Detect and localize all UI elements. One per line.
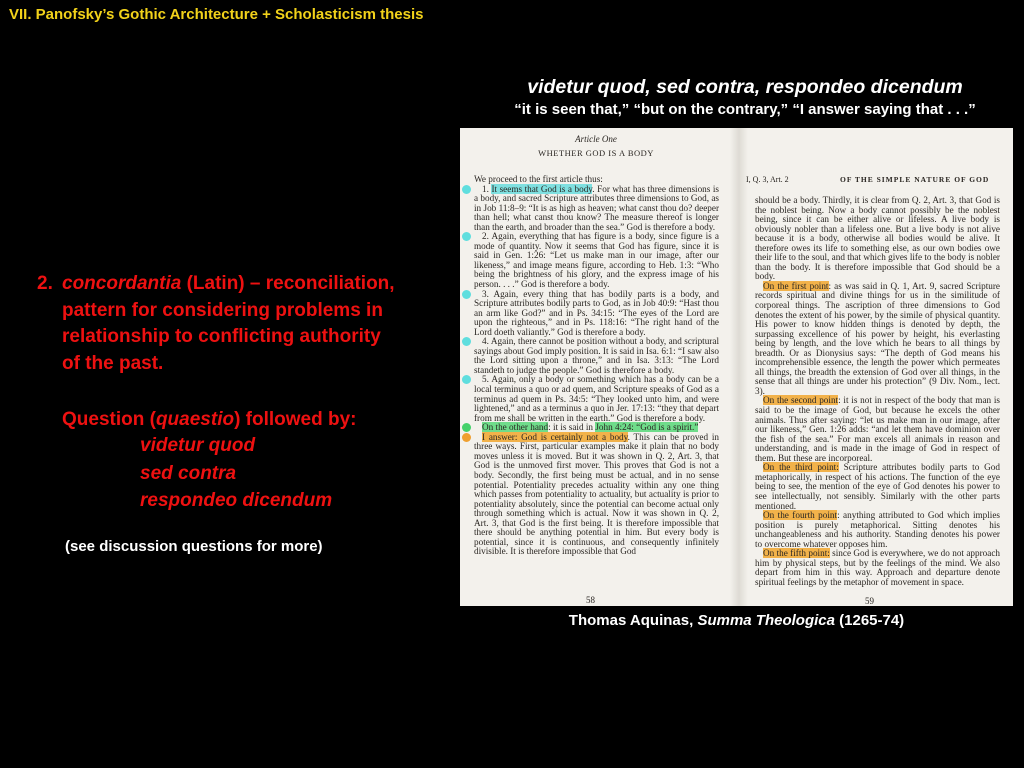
- point-line-3: relationship to conflicting authority: [62, 326, 381, 347]
- text-segment: : anything attributed to God which implies position is purely metaphorical. Sitting denotes his unchangeableness and his authority. Standing denotes his power to overcome whatever opposes him.: [755, 510, 1001, 549]
- highlighted-text: On the fifth point:: [763, 548, 830, 559]
- running-head-left: I, Q. 3, Art. 2: [746, 175, 789, 184]
- latin-formula-heading: videtur quod, sed contra, respondeo dicendum: [527, 76, 963, 98]
- highlighted-text: I answer: God is: [482, 431, 551, 442]
- question-suffix: ) followed by:: [234, 409, 357, 430]
- annotation-dot-icon: [462, 433, 471, 442]
- paragraph: [474, 375, 719, 423]
- term-quaestio: quaestio: [155, 409, 235, 430]
- english-translation-heading: “it is seen that,” “but on the contrary,” “I answer saying that . . .”: [514, 101, 976, 118]
- paragraph: [755, 549, 1000, 587]
- text-segment: 1.: [482, 183, 492, 194]
- left-page-text: [474, 175, 719, 557]
- paragraph: [755, 396, 1000, 463]
- caption-author: Thomas Aquinas,: [568, 612, 698, 629]
- point-line-2: pattern for considering problems in: [62, 300, 383, 321]
- paragraph: [474, 433, 719, 557]
- highlighted-text: On the second point: [763, 395, 839, 406]
- point-number: 2.: [37, 273, 53, 294]
- text-segment: 2. Again, everything that has figure is a body, since figure is a mode of quantity. Now it seems that God has figure, since it is said in Gen. 1:26: “Let us make man in our image, after our likeness,” and image means figure, according to Heb. 1:3: “Who being the brightness of his glory, and the express image of his person. . . .” God is therefore a body.: [474, 231, 719, 290]
- step-respondeo-dicendum: respondeo dicendum: [140, 490, 333, 511]
- text-segment: Scripture attributes bodily parts to God metaphorically, in respect of his actions. The function of the eye being to see, the mention of the eye of God denotes his power to see intellectually, not sensibly. Similarly with the other parts mentioned.: [755, 462, 1000, 511]
- annotation-dot-icon: [462, 375, 471, 384]
- highlighted-text: John 4:24: “God is a spirit.”: [595, 422, 699, 433]
- page-gutter: [730, 128, 748, 606]
- text-segment: since God is everywhere, we do not approach him by physical steps, but by the feelings of the mind. We also depart from him in this way. Approach and departure denote spiritual feelings by the metaphor of movement in space.: [755, 548, 1001, 587]
- step-sed-contra: sed contra: [140, 463, 237, 484]
- paragraph: [755, 463, 1000, 511]
- text-segment: . For what has three dimensions is a body, and sacred Scripture attributes three dimensions to God, as in Job 11:8–9: “It is as high as heaven; what canst thou do? deeper than hell; what canst thou know? The measure thereof is longer than the earth, and broader than the sea.” God is therefore a body.: [474, 183, 720, 232]
- annotation-dot-icon: [462, 423, 471, 432]
- paragraph: [755, 282, 1000, 397]
- annotation-dot-icon: [462, 337, 471, 346]
- caption-date: (1265-74): [834, 612, 905, 629]
- article-heading: WHETHER GOD IS A BODY: [538, 148, 654, 158]
- image-caption: [460, 612, 1013, 629]
- page-number-left: 58: [586, 595, 595, 605]
- paragraph: [474, 185, 719, 233]
- question-prefix: Question (: [62, 409, 156, 430]
- discussion-note: (see discussion questions for more): [65, 538, 323, 555]
- paragraph: [474, 232, 719, 289]
- highlighted-text: On the first point: [763, 280, 829, 291]
- text-segment: 4. Again, there cannot be position without a body, and scriptural sayings about God imply position. It is said in Isa. 6:1: “I saw also the Lord sitting upon a throne,” and in Isa. 3:13: “The Lord standeth to judge the people.” God is therefore a body.: [474, 336, 719, 375]
- question-line: [62, 409, 357, 431]
- article-label: Article One: [575, 134, 617, 144]
- text-segment: : it is not in respect of the body that man is said to be the image of God, but because he excels the other animals. Thus after saying: “let us make man in our image, after our likeness,” Gen. 1:26 adds: “and let them have dominion over the fish of the sea.” For man excels all animals in reason and understanding, and is made in the image of God in respect of them. But these are incorporeal.: [755, 395, 1000, 463]
- annotation-dot-icon: [462, 290, 471, 299]
- paragraph: [474, 290, 719, 338]
- text-segment: 3. Again, every thing that has bodily parts is a body, and Scripture attributes bodily parts to God, as in Job 40:9: “Hast thou an arm like God?” and in Ps. 34:15: “The eyes of the Lord are upon the righteous,” and in Ps. 118:16: “The right hand of the Lord doeth valiantly.” God is therefore a body.: [474, 288, 719, 337]
- paragraph: [474, 337, 719, 375]
- text-segment: : it is said in: [548, 422, 596, 433]
- highlighted-text: It seems that God is a body: [491, 183, 593, 194]
- text-segment: 5. Again, only a body or something which has a body can be a local terminus a quo or ad quem, and Scripture speaks of God as a terminus ad quem in Ps. 34:5: “They looked unto him, and were lightened,” and as a terminus a quo in Jer. 17:13: “they that depart from me shall be written in the earth.” God is therefore a body.: [474, 374, 719, 423]
- book-scan: [460, 128, 1013, 606]
- highlighted-text: On the other hand: [482, 422, 549, 433]
- highlighted-text: On the fourth point: [763, 510, 838, 521]
- point-line-1: [62, 273, 395, 295]
- point-line-4: of the past.: [62, 353, 164, 374]
- paragraph: [755, 511, 1000, 549]
- annotation-dot-icon: [462, 232, 471, 241]
- right-page-text: [755, 196, 1000, 587]
- text-segment: We proceed to the first article thus:: [474, 174, 603, 184]
- point-line-1-rest: (Latin) – reconciliation,: [181, 273, 395, 294]
- text-segment: should be a body. Thirdly, it is clear from Q. 2, Art. 3, that God is the noblest being. Now a body cannot possibly be the noblest being, since it can be either alive or lifeless. A live body is obviously nobler than a lifeless one. But a live body is not alive because it is a body, otherwise all bodies would be alive. It therefore owes its life to something else, as our own bodies owe their life to the soul, and that which gives life to the body is nobler than the body. It is therefore impossible that God should be a body.: [755, 195, 1000, 282]
- running-head-title: OF THE SIMPLE NATURE OF GOD: [840, 175, 990, 184]
- term-concordantia: concordantia: [62, 273, 182, 294]
- page-number-right: 59: [865, 596, 874, 606]
- caption-title: Summa Theologica: [697, 612, 835, 629]
- text-segment: . This can be proved in three ways. First, particular examples make it plain that no body moves unless it is moved. But it was shown in Q. 2, Art. 3, that God is the unmoved first mover. This proves that God is not a body. Secondly, the first being must be actual, and in no sense potential. Potentiality precedes actuality within any one thing which passes from potentiality to actuality, but actuality is prior to potentiality absolutely, since the potential can become actual only through something which is actual. Now it was shown in Q. 2, Art. 3, that God is the first being. It is therefore impossible that there should be anything potential in him. But every body is potential, since it is continuous, and consequently infinitely divisible. It is therefore impossible that God: [474, 431, 719, 557]
- highlighted-text: certainly not a body: [550, 431, 628, 442]
- text-segment: : as was said in Q. 1, Art. 9, sacred Scripture records spiritual and divine things for us in the similitude of corporeal things. The ascription of three dimensions to God denotes the extent of his power, by the simile of physical quantity. His power to know hidden things is denoted by depth, the surpassing excellence of his power by height, his everlasting being by length, and the love which he bears to all things by breadth. Or as Dionysius says: “The depth of God means his incomprehensible essence, the length the power which permeates all things, the breadth the extension of God over all things, in the sense that all things are under his protection” (9 Div. Nom., lect. 3).: [755, 280, 1000, 396]
- highlighted-text: On the third point:: [763, 462, 839, 473]
- annotation-dot-icon: [462, 185, 471, 194]
- step-videtur-quod: videtur quod: [140, 435, 256, 456]
- paragraph: [755, 196, 1000, 282]
- slide-title: VII. Panofsky’s Gothic Architecture + Scholasticism thesis: [9, 6, 424, 23]
